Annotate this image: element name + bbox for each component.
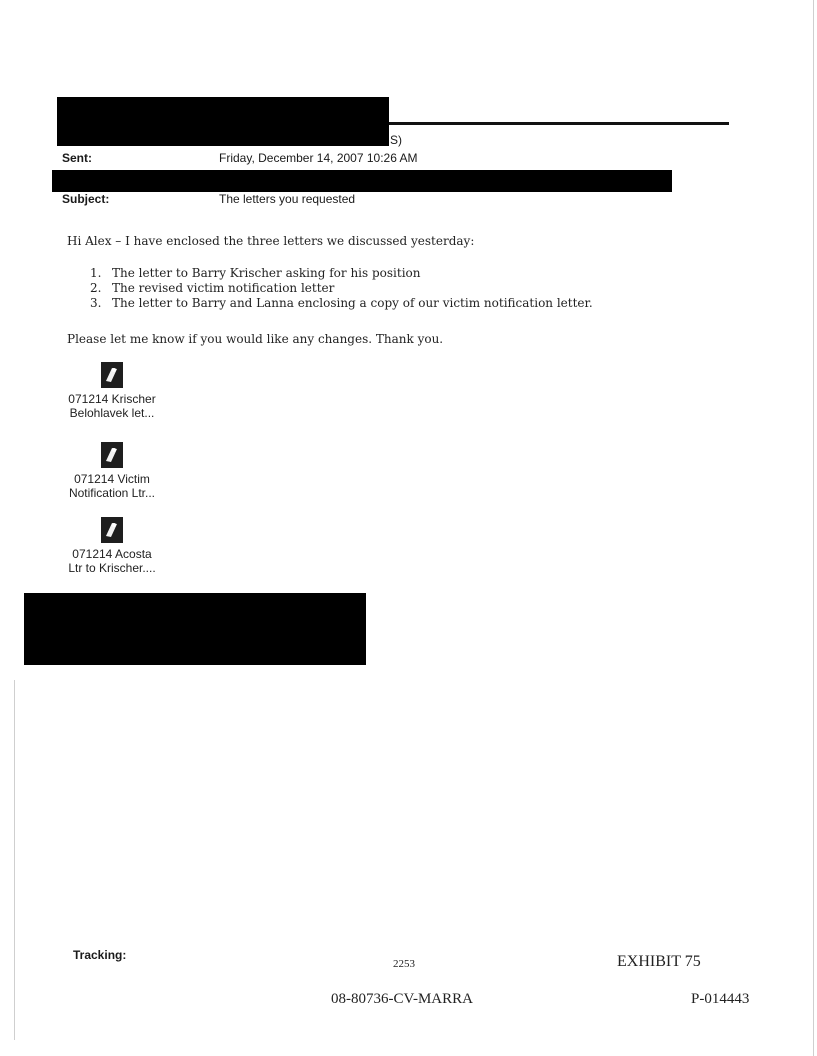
document-attachment-icon (101, 362, 123, 388)
redaction-block-to (52, 170, 672, 192)
attachment-victim-notification[interactable]: 071214 Victim Notification Ltr... (57, 442, 167, 500)
exhibit-label: EXHIBIT 75 (617, 953, 701, 970)
closing-line: Please let me know if you would like any changes. Thank you. (67, 332, 444, 346)
redaction-block-signature (24, 593, 366, 665)
list-item: 3. The letter to Barry and Lanna enclosing a copy of our victim notification letter. (90, 296, 593, 310)
document-attachment-icon (101, 442, 123, 468)
document-attachment-icon (101, 517, 123, 543)
scan-edge-right (813, 0, 814, 1056)
scan-edge-left (14, 680, 15, 1040)
letters-list (90, 266, 593, 311)
subject-label: Subject: (62, 192, 110, 206)
case-number: 08-80736-CV-MARRA (331, 991, 473, 1007)
attachment-krischer-belohlavek[interactable]: 071214 Krischer Belohlavek let... (57, 362, 167, 420)
sent-value: Friday, December 14, 2007 10:26 AM (219, 151, 418, 165)
subject-value: The letters you requested (219, 192, 356, 206)
list-item: 1. The letter to Barry Krischer asking for his position (90, 266, 421, 280)
from-fragment: S) (390, 133, 402, 147)
greeting: Hi Alex – I have enclosed the three letters we discussed yesterday: (67, 234, 475, 248)
redaction-block-from (57, 97, 389, 146)
page-number: 2253 (393, 958, 415, 970)
sent-label: Sent: (62, 151, 92, 165)
header-rule (389, 122, 729, 125)
tracking-label: Tracking: (73, 948, 127, 962)
list-item: 2. The revised victim notification letter (90, 281, 335, 295)
attachment-acosta-ltr[interactable]: 071214 Acosta Ltr to Krischer.... (57, 517, 167, 575)
bates-number: P-014443 (691, 991, 750, 1007)
